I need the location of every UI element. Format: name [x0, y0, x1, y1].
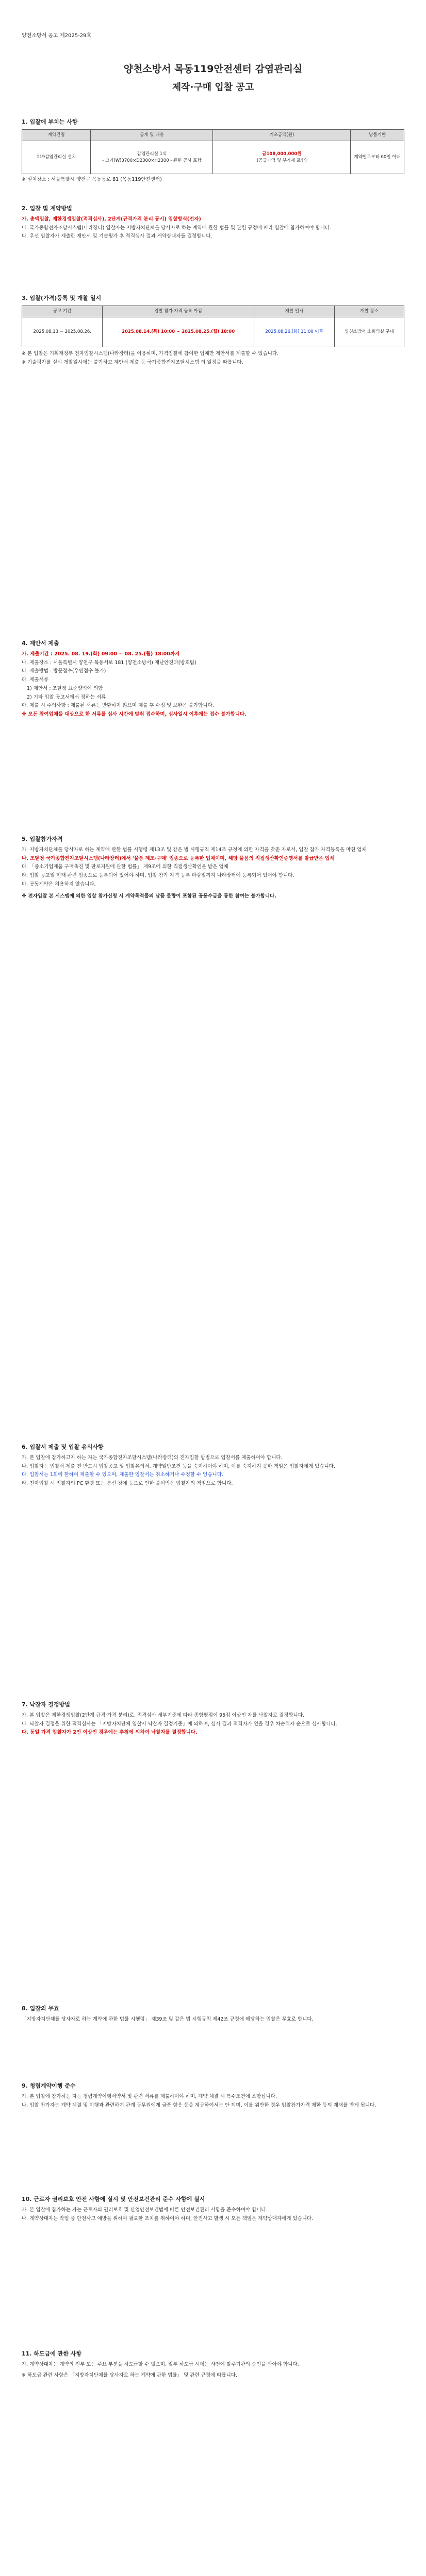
paragraph: 나. 국가종합전자조달시스템(나라장터) 입찰자는 지방자치단체를 당사자로 하는 계약에 관한 법률 및 관련 규정에 따라 입찰에 참가하여야 합니다.	[22, 225, 332, 231]
list-item: 나. 제출장소 : 서울특별시 양천구 목동서로 181 (양천소방서) 재난안전과(방호팀)	[22, 659, 196, 666]
section-bid-method	[22, 204, 404, 242]
paragraph: 「지방자치단체를 당사자로 하는 계약에 관한 법률 시행령」 제39조 및 같은 법 시행규칙 제42조 규정에 해당하는 입찰은 무효로 합니다.	[22, 2016, 314, 2023]
list-item: 나. 입찰자는 입찰서 제출 전 반드시 입찰공고 및 입찰유의서, 계약일반조건 등을 숙지하여야 하며, 이를 숙지하지 못한 책임은 입찰자에게 있습니다.	[22, 1463, 335, 1469]
list-item: 1) 제안서 : 조달청 표준양식에 의함	[27, 685, 103, 691]
section-title: 2. 입찰 및 계약방법	[22, 205, 72, 212]
paragraph: 가. 총액입찰, 제한경쟁입찰(적격심사), 2단계(규격가격 분리 동시) 입찰방식(전자)	[22, 216, 201, 223]
list-item: 가. 본 입찰에 참가하고자 하는 자는 국가종합전자조달시스템(나라장터)의 전자입찰 방법으로 입찰서를 제출하여야 합니다.	[22, 1455, 283, 1461]
section-subcontract	[22, 2349, 404, 2380]
section-title: 10. 근로자 권리보호 안전 사항에 실시 및 안전보건관리 준수 사항에 실시	[22, 2196, 205, 2202]
install-location-note: ※ 설치장소 : 서울특별시 양천구 목동동로 81 (목동119안전센터)	[22, 177, 162, 183]
subcontract-note: ※ 하도급 관련 사항은 「지방자치단체를 당사자로 하는 계약에 관한 법률」 및 관련 규정에 따릅니다.	[22, 2372, 237, 2378]
base-price-note: (공급가액 및 부가세 포함)	[256, 158, 307, 163]
table-header: 공고 기간	[22, 306, 103, 317]
table-cell: 감염관리실 1식 - 크기(W)3700×D2300×H2300 - 관련 공사 포함	[91, 141, 213, 174]
list-item: 마. 제출 시 주의사항 : 제출된 서류는 반환하지 않으며 제출 후 수정 및 보완은 불가합니다.	[22, 703, 214, 709]
table-header: 기초금액(원)	[213, 130, 351, 141]
list-item: 마. 공동계약은 허용하지 않습니다.	[22, 881, 96, 887]
section-title: 9. 청렴계약이행 준수	[22, 2082, 76, 2089]
list-item: 가. 본 입찰은 제한경쟁입찰(2단계 규격·가격 분리)로, 적격심사 세부기준에 따라 종합평점이 95점 이상인 자를 낙찰자로 결정합니다.	[22, 1713, 304, 1719]
list-item: 라. 전자입찰 시 입찰자의 PC 환경 또는 통신 장애 등으로 인한 불이익은 입찰자의 책임으로 합니다.	[22, 1481, 233, 1487]
list-item: 다. 제출방법 : 방문접수(우편접수 불가)	[22, 668, 106, 674]
list-item: 나. 낙찰자 결정을 위한 적격심사는 「지방자치단체 입찰시 낙찰자 결정기준」에 의하며, 심사 결과 적격자가 없을 경우 차순위자 순으로 심사합니다.	[22, 1721, 337, 1727]
schedule-table	[22, 306, 404, 347]
section-title: 5. 입찰참가자격	[22, 836, 63, 842]
table-cell: 양천소방서 소회의실 구내	[335, 317, 404, 347]
section-bidding-items	[22, 117, 404, 185]
list-item: 가. 계약상대자는 계약의 전부 또는 주요 부분을 하도급할 수 없으며, 일부 하도급 시에는 사전에 발주기관의 승인을 받아야 합니다.	[22, 2362, 299, 2368]
table-header: 개찰 장소	[335, 306, 404, 317]
table-cell: 119감염관리실 설치	[22, 141, 91, 174]
section-title: 3. 입찰(가격)등록 및 개찰 일시	[22, 295, 102, 301]
page-subtitle: 제작·구매 입찰 공고	[172, 82, 254, 93]
qualification-note: ※ 전자입찰 본 시스템에 의한 입찰 참가신청 시 계약목적물의 납품 물량이 포함된 공동수급을 통한 참여는 불가합니다.	[22, 893, 276, 899]
table-cell: 2025.08.14.(목) 10:00 ~ 2025.08.25.(월) 18:00	[103, 317, 254, 347]
base-price: 금108,000,000원	[262, 151, 302, 157]
section-award-method	[22, 1700, 404, 1738]
notice-number: 양천소방서 공고 제2025-29호	[22, 33, 92, 39]
table-cell: 계약일로부터 60일 이내	[351, 141, 404, 174]
section-title: 1. 입찰에 부치는 사항	[22, 118, 78, 125]
list-item: 다. 입찰서는 1회에 한하여 제출할 수 있으며, 제출한 입찰서는 취소하거나 수정할 수 없습니다.	[22, 1472, 223, 1478]
table-header: 계약건명	[22, 130, 91, 141]
list-item: 가. 제출기간 : 2025. 08. 19.(화) 09:00 ~ 08. 25.(월) 18:00까지	[22, 651, 180, 657]
section-title: 4. 제안서 제출	[22, 640, 59, 647]
section-proposal-submission	[22, 639, 404, 720]
section-schedule	[22, 294, 404, 368]
paragraph: 다. 우선 입찰자가 제출한 제안서 및 기술평가 후 적격심사 결과 계약상대자를 결정합니다.	[22, 233, 212, 240]
section-title: 7. 낙찰자 결정방법	[22, 1701, 70, 1708]
list-item: 라. 입찰 공고일 현재 관련 업종으로 등록되어 있어야 하며, 입찰 참가 자격 등록 마감일까지 나라장터에 등록되어 있어야 합니다.	[22, 873, 294, 879]
table-cell: 2025.08.13.~ 2025.08.26.	[22, 317, 103, 347]
section-qualifications	[22, 835, 404, 901]
table-header: 입찰 참가 자격 등록 마감	[103, 306, 254, 317]
table-header: 공개 및 내용	[91, 130, 213, 141]
section-title: 8. 입찰의 무효	[22, 2005, 59, 2012]
schedule-note: ※ 본 입찰은 기획재정부 전자입찰시스템(나라장터)을 이용하며, 가격입찰에 참여한 업체만 제안서를 제출할 수 있습니다.	[22, 351, 279, 357]
list-item: 2) 기타 입찰 공고서에서 정하는 서류	[27, 694, 106, 700]
list-item: 나. 계약상대자는 작업 중 안전사고 예방을 위하여 필요한 조치를 취하여야 하며, 안전사고 발생 시 모든 책임은 계약상대자에게 있습니다.	[22, 2215, 314, 2222]
section-bid-invalid	[22, 2004, 404, 2025]
schedule-note: ※ 기술평가를 실시 개찰일시에는 불가하고 제안서 제출 등 국가종합전자조달시스템 의 일정을 따릅니다.	[22, 359, 243, 365]
bidding-items-table	[22, 129, 404, 174]
list-item: 나. 입찰 참가자는 계약 체결 및 이행과 관련하여 관계 공무원에게 금품·향응 등을 제공하여서는 안 되며, 이를 위반한 경우 입찰참가자격 제한 등의 제재를 받게 됩니다.	[22, 2102, 376, 2108]
section-bid-precautions	[22, 1443, 404, 1489]
list-item: 라. 제출서류	[22, 677, 48, 683]
table-header: 납품기한	[351, 130, 404, 141]
list-item: 다. 동일 가격 입찰자가 2인 이상인 경우에는 추첨에 의하여 낙찰자를 결정합니다.	[22, 1730, 198, 1736]
page-title: 양천소방서 목동119안전센터 감염관리실	[123, 63, 303, 75]
section-worker-safety	[22, 2195, 404, 2224]
list-item: 나. 조달청 국가종합전자조달시스템(나라장터)에서 '물품 제조·구매' 업종으로 등록한 업체이며, 해당 물품의 직접생산확인증명서를 발급받은 업체	[22, 855, 335, 861]
table-cell: 2025.08.26.(화) 11:00 이후	[254, 317, 334, 347]
list-item: 가. 본 입찰에 참가하는 자는 근로자의 권리보호 및 산업안전보건법에 따른 안전보건관리 사항을 준수하여야 합니다.	[22, 2207, 268, 2213]
section-integrity-contract	[22, 2081, 404, 2110]
list-item: 가. 본 입찰에 참가하는 자는 청렴계약이행서약서 및 관련 서류를 제출하여야 하며, 계약 체결 시 특수조건에 포함됩니다.	[22, 2094, 277, 2100]
list-item: 가. 지방자치단체를 당사자로 하는 계약에 관한 법률 시행령 제13조 및 같은 법 시행규칙 제14조 규정에 의한 자격을 갖춘 자로서, 입찰 참가 자격등록을 마친 업체	[22, 847, 367, 853]
list-item: 다. 「중소기업제품 구매촉진 및 판로지원에 관한 법률」 제9조에 의한 직접생산확인을 받은 업체	[22, 864, 228, 870]
table-header: 개찰 일시	[254, 306, 334, 317]
section-title: 6. 입찰서 제출 및 입찰 유의사항	[22, 1444, 104, 1450]
table-cell	[213, 141, 351, 174]
section-title: 11. 하도급에 관한 사항	[22, 2350, 81, 2357]
list-item: ※ 모든 참여업체들 대상으로 한 서류를 심사 시간에 맞춰 접수하며, 심사일시 이후에는 접수 불가합니다.	[22, 711, 247, 718]
